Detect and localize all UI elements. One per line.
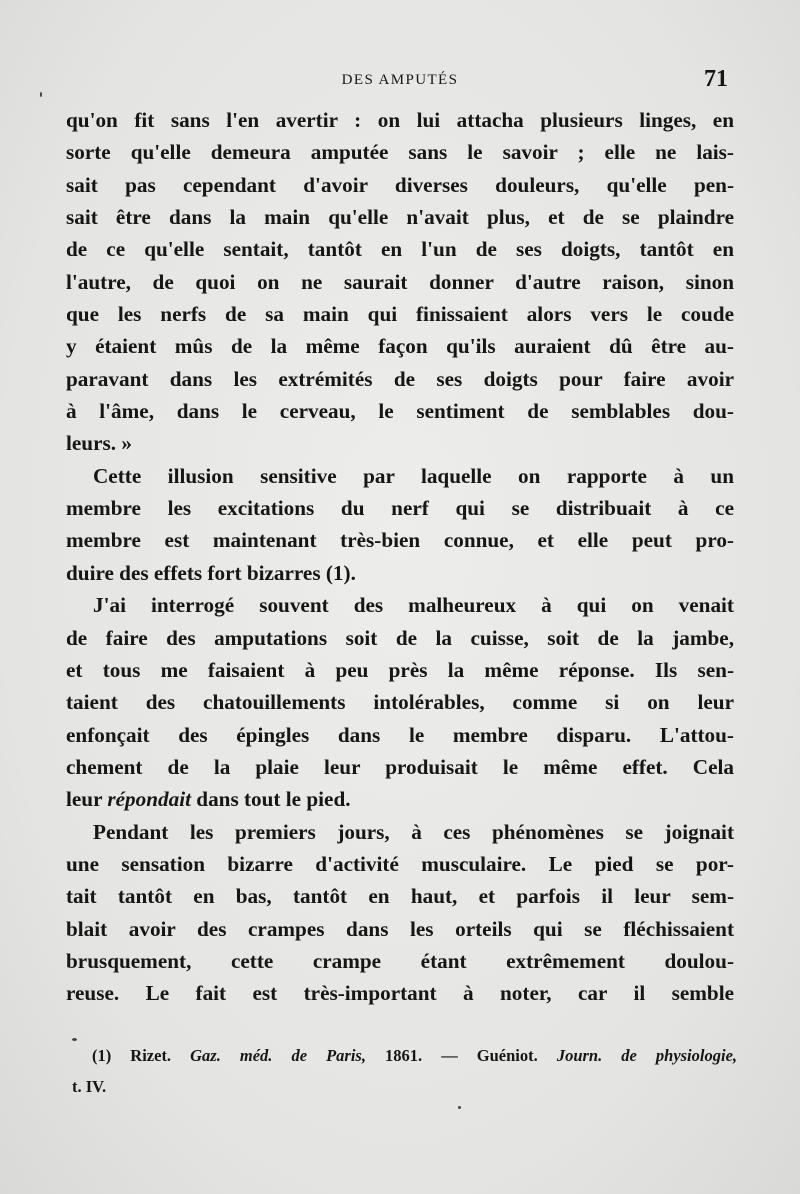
print-speck [458,1106,461,1109]
text-line [66,783,734,815]
paragraph-start: Pendant les premiers jours, à ces phénomènes se joignait [93,819,734,844]
text-line: brusquement, cette crampe étant extrêmement doulou- [66,948,734,973]
running-head: DES AMPUTÉS [341,72,459,88]
italic-word: répondait [107,787,191,812]
text-line: leurs. » [66,431,132,456]
text-line: une sensation bizarre d'activité musculaire. Le pied se por- [66,851,734,876]
footnotes [72,1040,738,1102]
text-fragment: leur [66,787,103,812]
text-line: enfonçait des épingles dans le membre disparu. L'attou- [66,722,734,747]
paragraph-start: Cette illusion sensitive par laquelle on rapporte à un [93,463,734,488]
text-line: membre est maintenant très-bien connue, et elle peut pro- [66,528,734,553]
text-line: de faire des amputations soit de la cuisse, soit de la jambe, [66,625,734,650]
print-speck [40,92,42,97]
text-line: duire des effets fort bizarres (1). [66,560,356,585]
text-line: sorte qu'elle demeura amputée sans le savoir ; elle ne lais- [66,140,734,165]
footnote-text: 1861. — Guéniot. [385,1046,538,1065]
text-line: sait pas cependant d'avoir diverses douleurs, qu'elle pen- [66,172,734,197]
text-line: et tous me faisaient à peu près la même réponse. Ils sen- [66,657,734,682]
text-line: l'autre, de quoi on ne saurait donner d'autre raison, sinon [66,269,734,294]
text-line: chement de la plaie leur produisait le même effet. Cela [66,754,734,779]
text-fragment: dans tout le pied. [196,787,351,812]
body-text [66,104,734,1010]
text-line: que les nerfs de sa main qui finissaient alors vers le coude [66,302,734,327]
text-line: taient des chatouillements intolérables, comme si on leur [66,690,734,715]
text-line: reuse. Le fait est très-important à noter, car il semble [66,981,734,1006]
footnote-line [92,1040,737,1071]
text-line: à l'âme, dans le cerveau, le sentiment de semblables dou- [66,399,734,424]
paragraph-start: J'ai interrogé souvent des malheureux à qui on venait [93,593,734,618]
journal-title: Gaz. méd. de Paris, [190,1046,366,1065]
page-header [66,66,734,100]
text-line: blait avoir des crampes dans les orteils qui se fléchissaient [66,916,734,941]
footnote-line: t. IV. [72,1077,107,1096]
text-line: y étaient mûs de la même façon qu'ils auraient dû être au- [66,334,734,359]
journal-title: Journ. de physiologie, [556,1046,738,1065]
text-line: tait tantôt en bas, tantôt en haut, et parfois il leur sem- [66,884,734,909]
text-line: sait être dans la main qu'elle n'avait plus, et de se plaindre [66,205,734,230]
footnote-marker: (1) Rizet. [92,1046,172,1065]
page-number: 71 [704,66,728,92]
text-line: de ce qu'elle sentait, tantôt en l'un de ses doigts, tantôt en [66,237,734,262]
text-line: qu'on fit sans l'en avertir : on lui attacha plusieurs linges, en [66,108,734,132]
print-speck [72,1038,77,1041]
text-line: paravant dans les extrémités de ses doigts pour faire avoir [66,366,734,391]
text-line: membre les excitations du nerf qui se distribuait à ce [66,496,734,521]
